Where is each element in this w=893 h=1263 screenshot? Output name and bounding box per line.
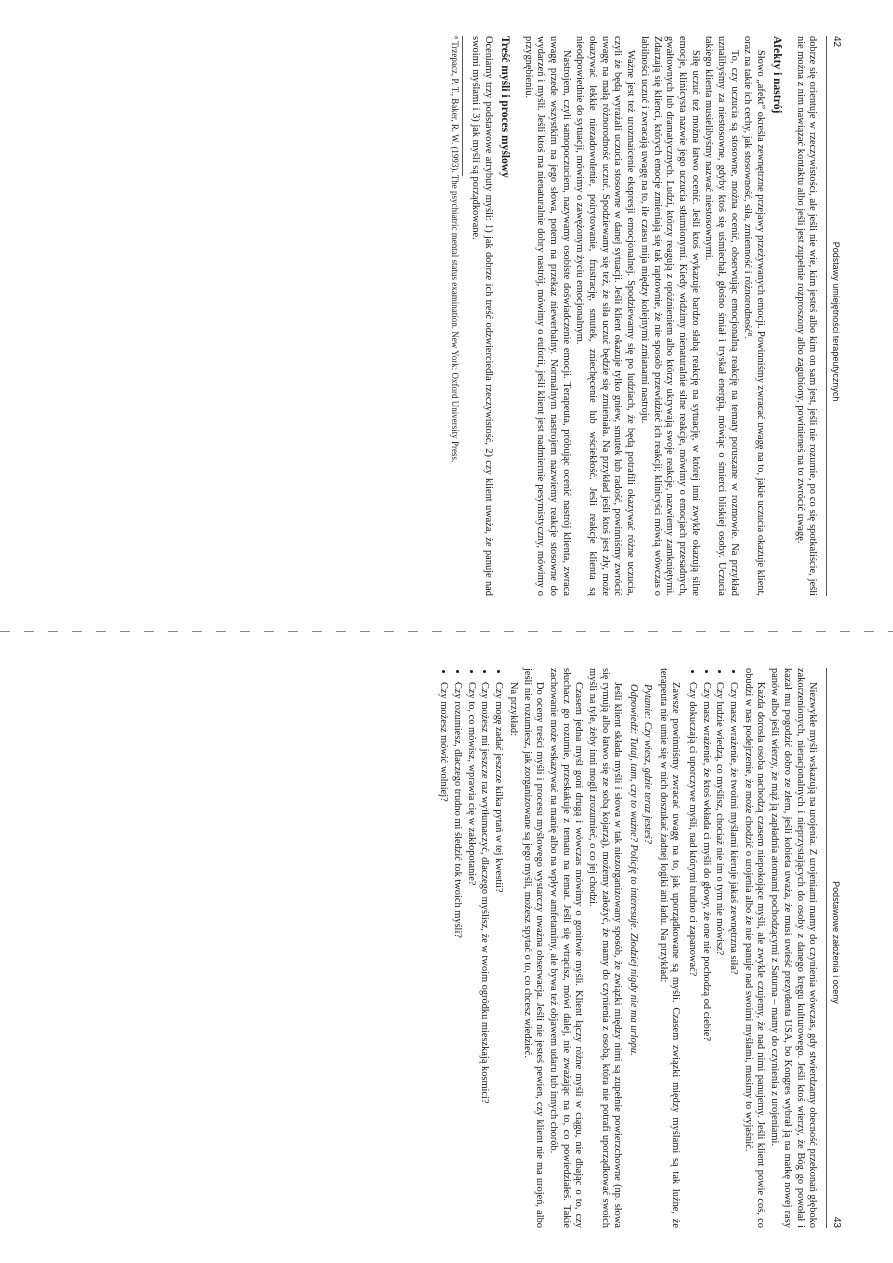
page-number: 42 — [830, 36, 842, 48]
running-header-42 — [826, 36, 842, 596]
page-43 — [52, 668, 842, 1228]
list-item: • Czy to, co mówisz, wprawia cię w zakłopotanie? — [464, 682, 477, 1228]
question-text: Czy wiesz, gdzie teraz jesteś? — [641, 721, 653, 844]
running-header-43 — [826, 668, 842, 1228]
list-item: • Czy dokuczają ci uporczywe myśli, nad którymi trudno ci zapanować? — [685, 682, 698, 1228]
dialogue-example — [626, 684, 652, 1228]
section-heading-thoughts: Treść myśli i proces myślowy — [498, 36, 511, 178]
page-43-region — [0, 632, 893, 1263]
list-item: • Czy możesz mi jeszcze raz wytłumaczyć, dlaczego myślisz, że w twoim ogródku mieszkają kosmici? — [477, 682, 490, 1228]
answer-text: Tutaj, tam, czy to ważne? Policję to interesuje. Złodziej nigdy nie ma urlopu. — [627, 736, 639, 1056]
question-label: Pytanie: — [641, 683, 653, 719]
paragraph: Zawsze powinniśmy zwracać uwagę na to, jak uporządkowane są myśli. Czasem związki między myślami są tak luźne, że terapeuta nie umie się w nich doszukać żadnej logiki ani ładu. Na przykład: — [657, 667, 681, 1228]
footnote-text: ⁸ Trzepacz, P. T., Baker, R. W. (1993). The psychiatric mental status examination. New York: Oxford University Press. — [449, 36, 460, 463]
footnote — [448, 36, 462, 463]
page-number: 43 — [830, 1216, 842, 1228]
paragraph: Nastrojem, czyli samopoczuciem, nazywamy osobiste doświadczenie emocji. Terapeuta, próbując ocenić nastrój klienta, zwraca uwagę przede wszystkim na jego słowa, potem na przekaz niewerbalny. Normalnym nastrojem nazwiemy reakcje stosowne do wydarzeń i myśli. Jeśli ktoś ma nienaturalnie dobry nastrój, mówimy o euforii, jeśli klient jest nadmiernie pesymistyczny, mówimy o przygnębieniu. — [522, 36, 572, 596]
list-item: • Czy masz wrażenie, że twoimi myślami kieruje jakaś zewnętrzna siła? — [726, 682, 739, 1228]
paragraph: Każda dorosła osoba nachodzą czasem niepokojące myśli, ale zwykle czujemy, że nad nimi panujemy. Jeśli klient powie coś, co obudzi w nas podejrzenie, że może chodzić o urojenia albo że nie panuje nad swoimi myślami, musimy to wyjaśnić. — [742, 667, 766, 1228]
list-item: • Czy mogę zadać jeszcze kilka pytań w tej kwestii? — [491, 682, 504, 1228]
paragraph: Na przykład: — [507, 681, 519, 736]
paragraph: Czasem jedna myśl goni drugą i wówczas mówimy o gonitwie myśli. Klient łączy różne myśli w ciągu, nie dbając o to, czy słuchacz go rozumie, przeskakuje z tematu na temat. Jeśli się wtrącisz, mówi dalej, nie zważając na to, co powiedziałeś. Takie zachowanie może wskazywać na manię albo na wpływ amfetaminy, ale bywa też objawem udaru lub innych chorób. — [547, 667, 584, 1228]
paragraph: Niezwykłe myśli wskazują na urojenia. Z urojeniami mamy do czynienia wówczas, gdy stwierdzamy obecność przekonań głęboko zakorzenionych, nieracjonalnych i nieprzystających do osoby z danego kręgu kulturowego. Jeśli ktoś wierzy, że Bóg go powołał i kazał mu pogodzić dobro ze złem, jeśli kobieta uważa, że musi uwieść prezydenta USA, bo Kongres wybrał ją na matkę nowej rasy panów albo jeśli wierzy, że mąż ją zapładnia atomami pochodzącymi z Saturna – mamy do czynienia z urojeniami. — [768, 667, 818, 1228]
paragraph: Słowo „afekt” określa zewnętrzne przejawy przeżywanych emocji. Powinniśmy zwracać uwagę na to, jakie uczucia okazuje klient, oraz na takie ich cechy, jak stosowność, siła, zmienność i różnorodność⁸. — [741, 36, 766, 596]
question-list-1 — [685, 668, 739, 1228]
page-42 — [52, 36, 842, 596]
running-head-title: Podstawy umiejętności terapeutycznych — [830, 241, 841, 402]
question-list-2 — [436, 668, 504, 1228]
paragraph: Ważne jest też urozmaicenie ekspresji emocjonalnej. Spodziewamy się po ludziach, że będą potrafili okazywać różne uczucia, czyli że będą wyrażali uczucia stosowne w danej sytuacji. Jeśli klient okazuje tylko gniew, smutek lub radość, powinniśmy zwrócić uwagę na małą różnorodność uczuć. Spodziewamy się też, że siła uczuć będzie się zmieniała. Na przykład jeśli ktoś jest zły, może okazywać lekkie niezadowolenie, poirytowanie, frustrację, smutek, zniechęcenie lub wściekłość. Jeśli reakcje klienta są nieodpowiednie do sytuacji, mówimy o zawężonym życiu emocjonalnym. — [573, 36, 636, 596]
paragraph: Oceniamy trzy podstawowe atrybuty myśli: 1) jak dobrze ich treść odzwierciedla rzeczywistość, 2) czy klient uważa, że panuje nad swoimi myślami i 3) jak myśli są porządkowane. — [469, 36, 494, 596]
answer-label: Odpowiedź: — [627, 683, 639, 734]
list-item: • Czy ludzie wiedzą, co myślisz, chociaż nie im o tym nie mówisz? — [712, 682, 725, 1228]
running-head-title: Podstawowe założenia i oceny — [830, 880, 841, 1004]
intro-paragraph: dobrze się orientuje w rzeczywistości, ale jeśli nie wie, kim jesteś albo kim on sam jest, jeśli nie rozumie, po co się spotkaliście, jeśli nie można z nim nawiązać kontaktu albo jeśli jest zupełnie rozproszony albo zagubiony, powinieneś na to zwrócić uwagę. — [794, 36, 818, 596]
list-item: • Czy masz wrażenie, że ktoś wkłada ci myśli do głowy, że one nie pochodzą od ciebie? — [698, 682, 711, 1228]
paragraph: Siłę uczuć też można łatwo ocenić. Jeśli ktoś wykazuje bardzo słabą reakcję na sytuację, w której inni zwykle okazują silne emocje, klinicysta nazwie jego uczucia stłumionymi. Kiedy widzimy nienaturalnie silne reakcje, mówimy o emocjach przesadnych, gwałtownych lub dramatycznych. Ludzi, którzy reagują z opóźnieniem albo którzy ukrywają swoje reakcje, nazwiemy zamkniętymi. Zdarzają się klienci, których emocje zmieniają się tak raptownie, że nie sposób przewidzieć ich reakcji; klinicyści mówią wówczas o labilności uczuć i zwracają uwagę na to, ile czasu mija między kolejnymi zmianami nastroju. — [638, 36, 701, 596]
list-item: • Czy możesz mówić wolniej? — [436, 682, 449, 1228]
list-item: • Czy rozumiesz, dlaczego trudno mi śledzić tok twoich myśli? — [450, 682, 463, 1228]
paragraph: Jeśli klient składa myśli i słowa w tak niezorganizowany sposób, że związki między nimi są zupełnie powierzchowne (np. słowa się rymują albo łatwo się ze sobą kojarzą), możemy założyć, że mamy do czynienia z osobą, która nie potrafi uporządkować swoich myśli na tyle, żeby inni mogli zrozumieć, o co jej chodzi. — [586, 667, 623, 1228]
section-heading-affects: Afekty i nastrój — [770, 36, 783, 114]
paragraph: Do oceny treści myśli i procesu myślowego wystarczy uważna obserwacja. Jeśli nie jesteś pewien, czy klient nie ma urojeń, albo jeśli nie rozumiesz, jak zorganizowane są jego myśli, możesz spytać o to, co chcesz wiedzieć. — [521, 667, 545, 1228]
paragraph: To, czy uczucia są stosowne, można ocenić, obserwując emocjonalną reakcję na tematy poruszane w rozmowie. Na przykład uznalibyśmy za niestosowne, gdyby ktoś się uśmiechał, głośno śmiał i tryskał energią, mówiąc o śmierci bliskiej osoby. Uczucia takiego klienta musielibyśmy nazwać niestosownymi. — [702, 36, 740, 596]
